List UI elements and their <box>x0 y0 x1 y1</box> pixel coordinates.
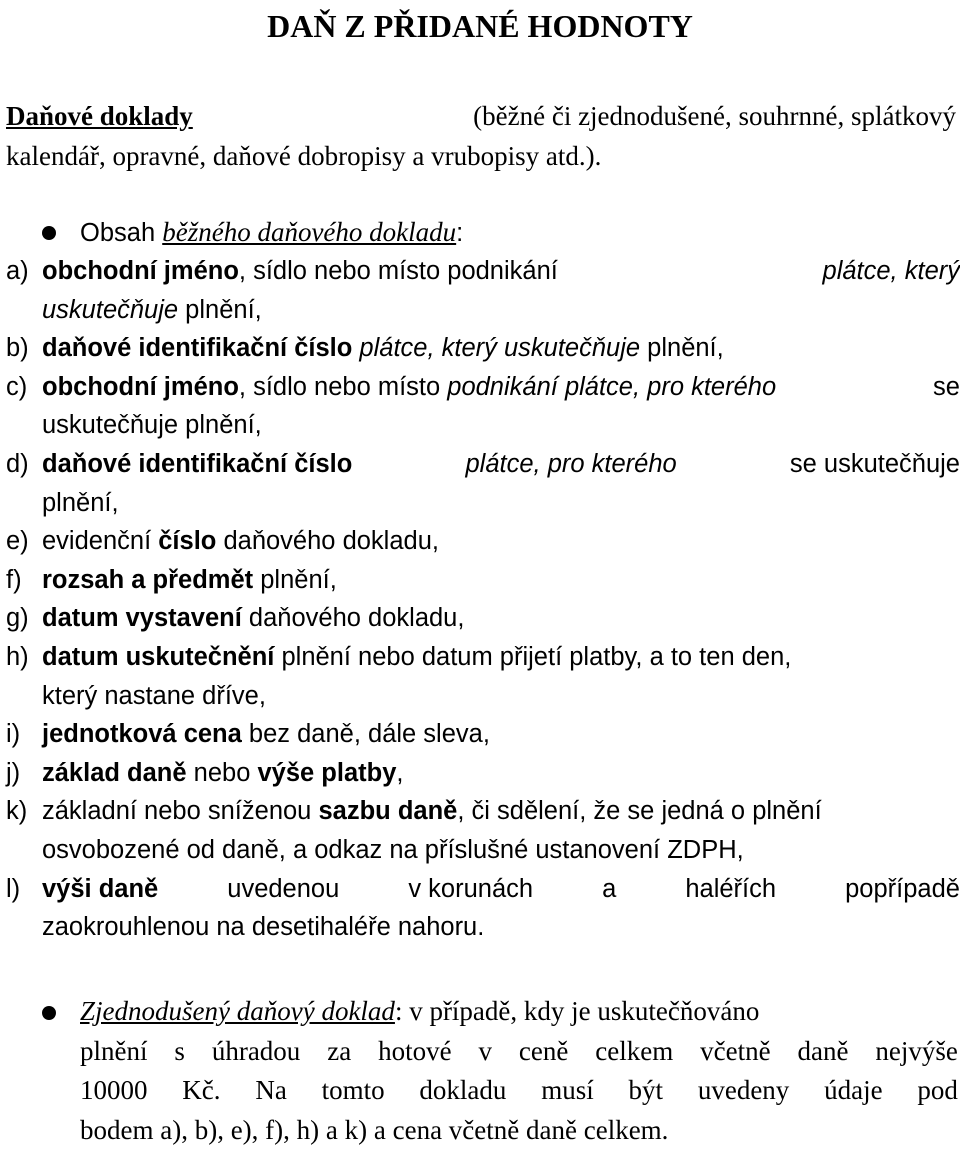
intro-line-1 <box>6 96 956 136</box>
item-mark: b) <box>6 334 29 363</box>
item-mark: k) <box>6 797 28 826</box>
item-text: plnění, <box>640 334 724 363</box>
item-text: , či sdělení, že se jedná o plnění <box>457 797 822 826</box>
item-text: uskutečňuje plnění, <box>42 411 262 440</box>
item-mark: j) <box>6 758 21 787</box>
item-bold: základ daně <box>42 758 187 787</box>
item-bold: datum vystavení <box>42 604 242 633</box>
item-bold: číslo <box>158 527 217 556</box>
list-item-j <box>0 754 960 793</box>
item-bold: daňové identifikační číslo <box>42 449 353 478</box>
item-mark: d) <box>6 449 29 478</box>
item-italic: plátce, který <box>822 257 960 285</box>
item-mark: e) <box>6 527 29 556</box>
list-item-a <box>0 252 960 329</box>
item-text: haléřích <box>685 874 777 903</box>
invoice-content-list <box>0 252 960 947</box>
item-italic: plátce, který uskutečňuje <box>352 334 641 363</box>
bullet-icon <box>42 226 56 240</box>
item-mark: c) <box>6 372 28 401</box>
obsah-heading <box>80 212 463 253</box>
item-bold: jednotková cena <box>42 720 242 749</box>
item-text: uvedenou <box>227 874 340 903</box>
bullet-icon <box>42 1006 56 1020</box>
item-text: který nastane dříve, <box>42 681 266 710</box>
item-text: popřípadě <box>845 874 960 903</box>
intro-paragraph <box>6 96 956 176</box>
item-text: , sídlo nebo místo podnikání <box>238 257 565 285</box>
zjed-line-4: bodem a), b), e), f), h) a k) a cena včetně daně celkem. <box>80 1114 669 1145</box>
item-text: , <box>396 758 404 787</box>
item-bold: daňové identifikační číslo <box>42 334 353 363</box>
item-text: zaokrouhlenou na desetihaléře nahoru. <box>42 913 485 942</box>
item-italic: plátce, pro kterého <box>465 449 677 478</box>
obsah-emph: běžného daňového dokladu <box>162 217 457 247</box>
item-mark: l) <box>6 874 21 903</box>
item-text: v korunách <box>408 874 534 903</box>
item-text: plnění nebo datum přijetí platby, a to ten den, <box>274 642 792 671</box>
item-bold: obchodní jméno <box>42 372 239 401</box>
item-bold: datum uskutečnění <box>42 642 275 671</box>
item-mark: h) <box>6 642 29 671</box>
obsah-prefix: Obsah <box>80 219 163 247</box>
item-text: plnění, <box>253 565 337 594</box>
item-text: osvobozené od daně, a odkaz na příslušné ustanovení ZDPH, <box>42 835 744 864</box>
item-mark: i) <box>6 720 21 749</box>
list-item-b <box>0 329 960 368</box>
zjed-line1-rest: : v případě, kdy je uskutečňováno <box>394 996 760 1026</box>
item-bold: sazbu daně <box>318 797 458 826</box>
list-item-g <box>0 599 960 638</box>
item-mark: g) <box>6 604 29 633</box>
item-text: plnění, <box>178 295 262 324</box>
intro-heading: Daňové doklady <box>6 101 193 131</box>
item-text: nebo <box>186 758 258 787</box>
intro-line1-rest: (běžné či zjednodušené, souhrnné, splátkový <box>473 101 956 131</box>
item-mark: f) <box>6 565 22 594</box>
zjed-line-3: 10000 Kč. Na tomto dokladu musí být uvedeny údaje pod <box>80 1075 958 1105</box>
item-bold: rozsah a předmět <box>42 565 254 594</box>
zjednoduseny-paragraph <box>80 992 958 1150</box>
item-text: se uskutečňuje <box>789 449 960 478</box>
zjed-line-1 <box>80 992 958 1032</box>
item-text: a <box>602 874 617 903</box>
item-bold: obchodní jméno <box>42 257 239 285</box>
page-title: DAŇ Z PŘIDANÉ HODNOTY <box>267 8 693 44</box>
item-text: , sídlo nebo místo <box>238 372 448 401</box>
list-item-l <box>0 870 960 947</box>
obsah-suffix: : <box>456 219 464 247</box>
item-bold: výše platby <box>257 758 397 787</box>
list-item-k <box>0 792 960 869</box>
intro-line-2: kalendář, opravné, daňové dobropisy a vrubopisy atd.). <box>6 141 602 171</box>
item-text: evidenční <box>42 527 159 556</box>
item-italic: podnikání plátce, pro kterého <box>447 372 777 401</box>
item-bold: výši daně <box>42 874 159 903</box>
item-text: plnění, <box>42 488 119 517</box>
zjed-line-2: plnění s úhradou za hotové v ceně celkem včetně daně nejvýše <box>80 1035 958 1066</box>
item-text: daňového dokladu, <box>216 527 439 556</box>
item-text: bez daně, dále sleva, <box>241 720 490 749</box>
list-item-e <box>0 522 960 561</box>
item-italic: uskutečňuje <box>42 295 179 324</box>
list-item-i <box>0 715 960 754</box>
list-item-h <box>0 638 960 715</box>
zjed-emph: Zjednodušený daňový doklad <box>80 996 395 1026</box>
list-item-f <box>0 561 960 600</box>
item-text: daňového dokladu, <box>241 604 465 633</box>
item-mark: a) <box>6 257 29 285</box>
list-item-d <box>0 445 960 522</box>
list-item-c <box>0 368 960 445</box>
item-text: se <box>925 372 960 401</box>
item-text: základní nebo sníženou <box>42 797 319 826</box>
